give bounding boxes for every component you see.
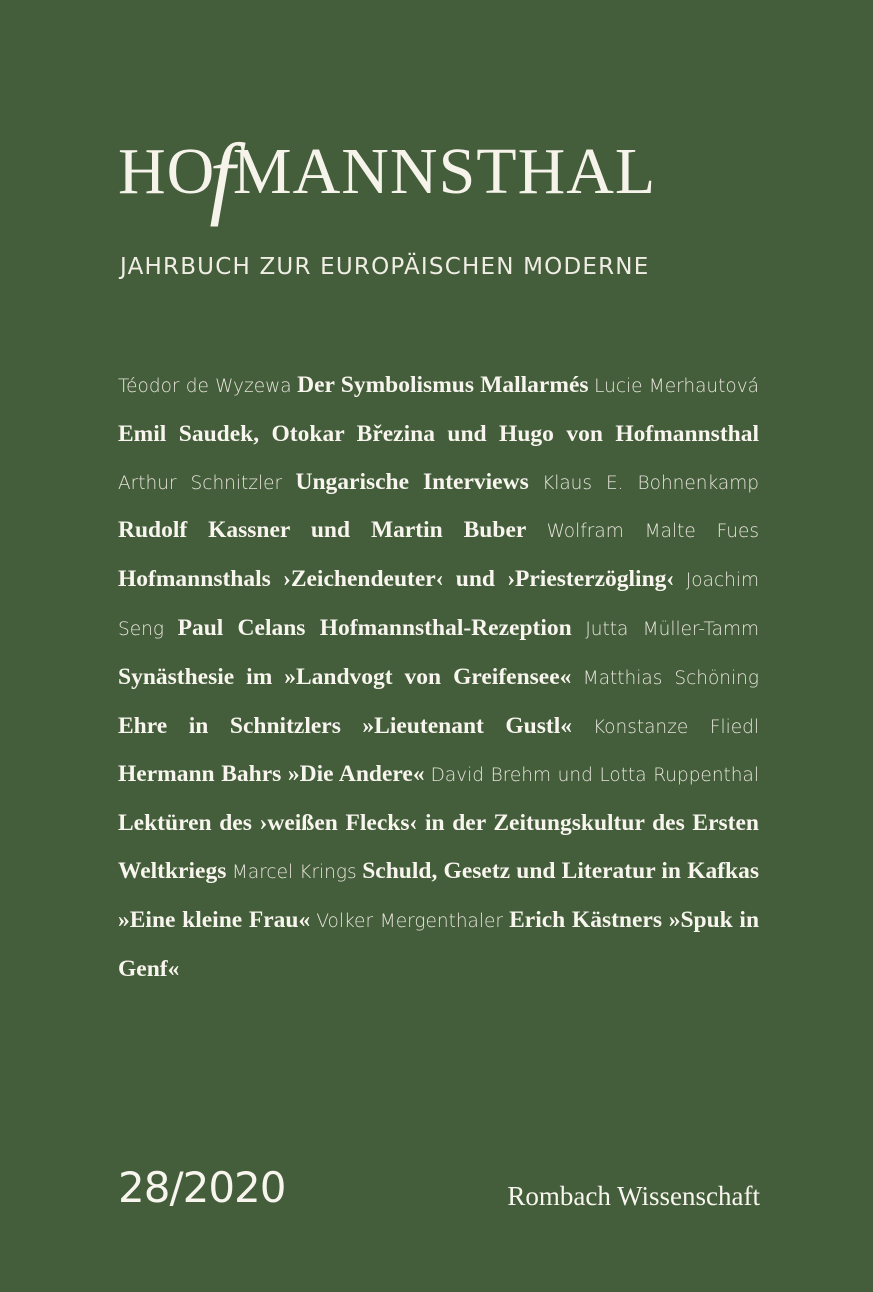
issue-number: 28/2020 <box>118 1163 286 1212</box>
contents-article-title: Erich Kästners »Spuk in Genf« <box>118 906 760 982</box>
contents-article-title: Rudolf Kassner und Martin Buber <box>118 517 527 544</box>
contents-article-title: Hofmannsthals ›Zeichendeuter‹ und ›Priesterzögling‹ <box>118 566 675 593</box>
journal-subtitle: JAHRBUCH ZUR EUROPÄISCHEN MODERNE <box>120 254 650 280</box>
contents-article-title: Emil Saudek, Otokar Březina und Hugo von Hofmannsthal <box>118 420 759 447</box>
contents-article-title: Schuld, Gesetz und Literatur in Kafkas »Eine kleine Frau« <box>118 857 760 933</box>
contents-article-title: Paul Celans Hofmannsthal-Rezeption <box>177 614 572 641</box>
contents-author: Wolfram Malte Fues <box>546 521 759 543</box>
table-of-contents <box>118 362 759 993</box>
title-stylized-f: f <box>209 125 236 227</box>
contents-author: Matthias Schöning <box>582 667 760 689</box>
contents-article-title: Synästhesie im »Landvogt von Greifensee« <box>118 663 572 690</box>
title-part-2: MANNSTHAL <box>232 135 657 208</box>
contents-article-title: Hermann Bahrs »Die Andere« <box>118 761 425 788</box>
contents-article-title: Ehre in Schnitzlers »Lieutenant Gustl« <box>118 712 573 739</box>
title-part-1: HO <box>118 135 216 208</box>
contents-author: Konstanze Fliedl <box>592 716 760 738</box>
contents-author: Joachim Seng <box>118 570 759 640</box>
contents-author: David Brehm und Lotta Ruppenthal <box>430 765 759 787</box>
contents-author: Arthur Schnitzler <box>118 472 283 494</box>
contents-author: Volker Mergenthaler <box>316 910 504 932</box>
contents-author: Lucie Merhautová <box>594 376 760 397</box>
contents-author: Klaus E. Bohnenkamp <box>542 472 759 494</box>
contents-author: Téodor de Wyzewa <box>118 376 292 397</box>
contents-author: Marcel Krings <box>231 861 357 883</box>
contents-article-title: Lektüren des ›weißen Flecks‹ in der Zeitungskultur des Ersten Weltkriegs <box>118 810 759 884</box>
contents-article-title: Der Symbolismus Mallarmés <box>297 372 589 398</box>
contents-article-title: Ungarische Interviews <box>295 468 529 495</box>
publisher-name: Rombach Wissenschaft <box>507 1181 760 1211</box>
journal-title <box>118 125 758 227</box>
contents-author: Jutta Müller-Tamm <box>585 618 760 640</box>
